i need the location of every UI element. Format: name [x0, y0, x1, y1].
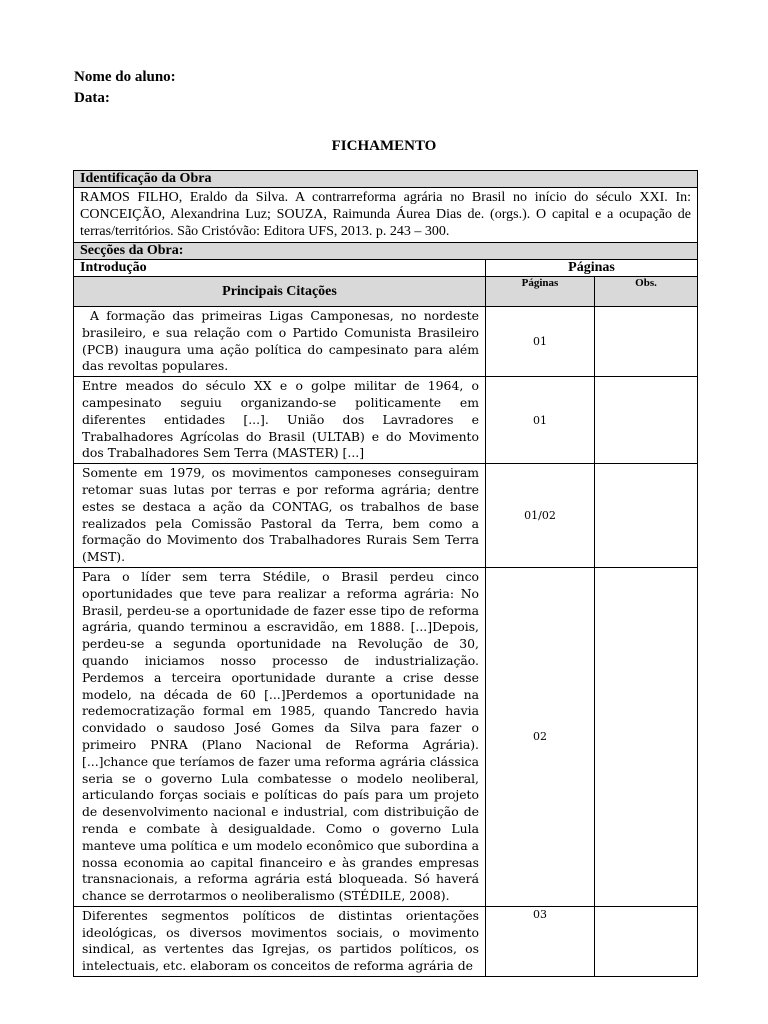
obs-column-header: Obs. [595, 277, 698, 307]
citation-pages: 01 [486, 307, 595, 377]
reading-notes-table [73, 170, 698, 977]
section-name: Introdução [74, 260, 486, 277]
table-row [74, 567, 698, 906]
identification-header: Identificação da Obra [74, 171, 698, 188]
citations-header: Principais Citações [74, 277, 486, 307]
table-row [74, 464, 698, 568]
pages-column-header: Páginas [486, 277, 595, 307]
citation-pages: 02 [486, 567, 595, 906]
citation-pages: 01 [486, 377, 595, 464]
table-row [74, 377, 698, 464]
citation-text: A formação das primeiras Ligas Camponesas, no nordeste brasileiro, e sua relação com o Partido Comunista Brasileiro (PCB) inaugura uma ação política do campesinato para além das revoltas populares. [74, 307, 486, 377]
citation-text: Entre meados do século XX e o golpe militar de 1964, o campesinato seguiu organizando-se politicamente em diferentes entidades [...]. União dos Lavradores e Trabalhadores Agrícolas do Brasil (ULTAB) e do Movimento dos Trabalhadores Sem Terra (MASTER) [...] [74, 377, 486, 464]
document-title: FICHAMENTO [331, 138, 437, 154]
pages-group-header: Páginas [486, 260, 698, 277]
student-name-label: Nome do aluno: [74, 69, 176, 85]
citation-obs [595, 464, 698, 568]
citation-text: Para o líder sem terra Stédile, o Brasil perdeu cinco oportunidades que teve para realizar a reforma agrária: No Brasil, perdeu-se a oportunidade de fazer esse tipo de reforma agrária, quando terminou a escravidão, em 1888. [...]Depois, perdeu-se a segunda oportunidade na Revolução de 30, quando iniciamos nosso processo de industrialização. Perdemos a terceira oportunidade durante a crise desse modelo, na década de 60 [...]Perdemos a oportunidade na redemocratização formal em 1985, quando Tancredo havia convidado o saudoso José Gomes da Silva para fazer o primeiro PNRA (Plano Nacional de Reforma Agrária). [...]chance que teríamos de fazer uma reforma agrária clássica seria se o governo Lula combatesse o modelo neoliberal, articulando forças sociais e políticas do país para um projeto de desenvolvimento nacional e industrial, com distribuição de renda e combate à desigualdade. Como o governo Lula manteve uma política e um modelo econômico que subordina a nossa economia ao capital financeiro e às grandes empresas transnacionais, a reforma agrária está bloqueada. Só haverá chance se derrotarmos o neoliberalismo (STÉDILE, 2008). [74, 567, 486, 906]
table-row [74, 906, 698, 976]
sections-header: Secções da Obra: [74, 243, 698, 260]
citation-obs [595, 567, 698, 906]
citation-pages: 01/02 [486, 464, 595, 568]
citation-obs [595, 307, 698, 377]
table-row [74, 307, 698, 377]
citation-obs [595, 906, 698, 976]
bibliographic-reference: RAMOS FILHO, Eraldo da Silva. A contrarreforma agrária no Brasil no início do século XXI. In: CONCEIÇÃO, Alexandrina Luz; SOUZA, Raimunda Áurea Dias de. (orgs.). O capital e a ocupação de terras/territórios. São Cristóvão: Editora UFS, 2013. p. 243 – 300. [74, 188, 698, 243]
citation-pages: 03 [486, 906, 595, 976]
citation-text: Diferentes segmentos políticos de distintas orientações ideológicas, os diversos movimentos sociais, o movimento sindical, as vertentes das Igrejas, os partidos políticos, os intelectuais, etc. elaboram os conceitos de reforma agrária de [74, 906, 486, 976]
date-label: Data: [74, 90, 110, 106]
citation-text: Somente em 1979, os movimentos camponeses conseguiram retomar suas lutas por terras e por reforma agrária; dentre estes se destaca a ação da CONTAG, os trabalhos de base realizados pela Comissão Pastoral da Terra, bem como a formação do Movimento dos Trabalhadores Rurais Sem Terra (MST). [74, 464, 486, 568]
citation-obs [595, 377, 698, 464]
